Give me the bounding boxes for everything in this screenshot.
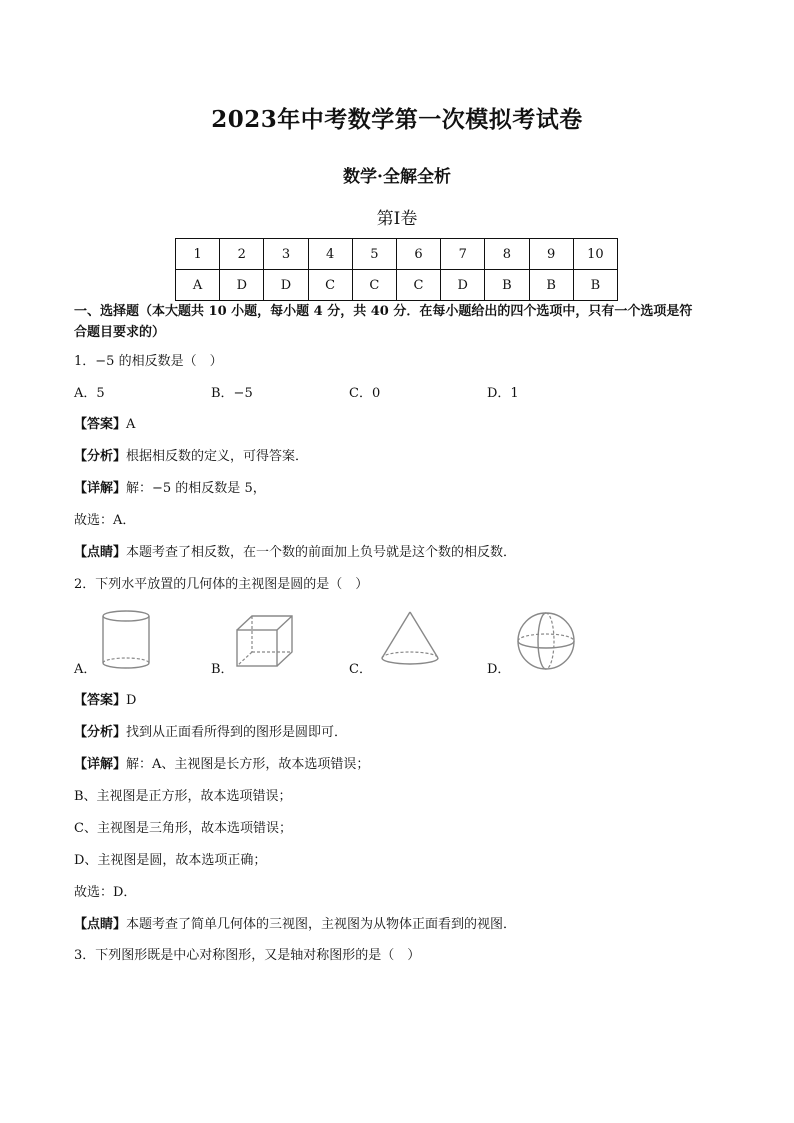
q1-detail: 解：−5 的相反数是 5， xyxy=(126,481,266,496)
table-cell: 3 xyxy=(264,239,308,270)
q1-comment-line xyxy=(74,544,516,562)
table-cell: D xyxy=(264,270,308,301)
answer-tag: 【答案】 xyxy=(74,693,127,708)
q2-option-c: C． xyxy=(349,662,372,677)
q1-option-a: A．5 xyxy=(74,386,105,401)
answer-table-answer-row xyxy=(176,270,618,301)
q2-detail-b: B、主视图是正方形，故本选项错误； xyxy=(74,789,292,804)
q1-option-b: B．−5 xyxy=(211,386,253,401)
detail-tag: 【详解】 xyxy=(74,757,127,772)
table-cell: 10 xyxy=(573,239,617,270)
table-cell: 4 xyxy=(308,239,352,270)
q1-analysis: 根据相反数的定义，可得答案． xyxy=(126,449,309,464)
q2-answer: D xyxy=(126,693,137,708)
cylinder-icon xyxy=(98,608,154,672)
table-cell: 8 xyxy=(485,239,529,270)
q1-option-d: D．1 xyxy=(487,386,519,401)
q2-option-d: D． xyxy=(487,662,511,677)
q2-comment-line xyxy=(74,916,516,934)
table-cell: B xyxy=(573,270,617,301)
q2-option-b: B． xyxy=(211,662,234,677)
table-cell: C xyxy=(308,270,352,301)
q1-choose: 故选：A． xyxy=(74,513,136,528)
sphere-icon xyxy=(515,610,577,672)
section-heading-line2: 合题目要求的） xyxy=(74,325,166,340)
table-cell: C xyxy=(352,270,396,301)
table-cell: B xyxy=(529,270,573,301)
table-cell: 9 xyxy=(529,239,573,270)
q2-detail: 解：A、主视图是长方形，故本选项错误； xyxy=(126,757,370,772)
page-subtitle: 数学·全解全析 xyxy=(343,167,451,187)
q2-option-a: A． xyxy=(74,662,97,677)
q1-stem: 1．−5 的相反数是（ ） xyxy=(74,354,223,369)
q1-analysis-line xyxy=(74,448,308,466)
page-title: 2023年中考数学第一次模拟考试卷 xyxy=(211,106,583,133)
answer-table xyxy=(175,238,618,301)
table-cell: D xyxy=(441,270,485,301)
table-cell: 5 xyxy=(352,239,396,270)
table-cell: 1 xyxy=(176,239,220,270)
analysis-tag: 【分析】 xyxy=(74,449,127,464)
table-cell: 6 xyxy=(396,239,440,270)
q2-choose: 故选：D． xyxy=(74,885,137,900)
section-heading-line1: 一、选择题（本大题共 10 小题，每小题 4 分，共 40 分．在每小题给出的四个选项中，只有一个选项是符 xyxy=(74,304,693,319)
q1-comment: 本题考查了相反数，在一个数的前面加上负号就是这个数的相反数． xyxy=(126,545,517,560)
table-cell: C xyxy=(396,270,440,301)
volume-label: 第Ⅰ卷 xyxy=(376,209,418,229)
cone-icon xyxy=(378,608,442,670)
table-cell: A xyxy=(176,270,220,301)
q1-answer-line xyxy=(74,416,135,434)
q1-answer: A xyxy=(126,417,136,432)
comment-tag: 【点睛】 xyxy=(74,917,127,932)
detail-tag: 【详解】 xyxy=(74,481,127,496)
q3-stem: 3．下列图形既是中心对称图形，又是轴对称图形的是（ ） xyxy=(74,948,421,963)
table-cell: B xyxy=(485,270,529,301)
cube-icon xyxy=(232,612,298,670)
q2-analysis-line xyxy=(74,724,347,742)
q2-detail-d: D、主视图是圆，故本选项正确； xyxy=(74,853,267,868)
q2-stem: 2．下列水平放置的几何体的主视图是圆的是（ ） xyxy=(74,577,369,592)
q2-comment: 本题考查了简单几何体的三视图，主视图为从物体正面看到的视图． xyxy=(126,917,517,932)
comment-tag: 【点睛】 xyxy=(74,545,127,560)
analysis-tag: 【分析】 xyxy=(74,725,127,740)
q2-detail-line xyxy=(74,756,369,774)
q2-detail-c: C、主视图是三角形，故本选项错误； xyxy=(74,821,292,836)
table-cell: 7 xyxy=(441,239,485,270)
q1-option-c: C．0 xyxy=(349,386,381,401)
q1-detail-line xyxy=(74,480,266,498)
answer-table-number-row xyxy=(176,239,618,270)
answer-tag: 【答案】 xyxy=(74,417,127,432)
table-cell: D xyxy=(220,270,264,301)
table-cell: 2 xyxy=(220,239,264,270)
q2-analysis: 找到从正面看所得到的图形是圆即可． xyxy=(126,725,348,740)
q2-answer-line xyxy=(74,692,136,710)
